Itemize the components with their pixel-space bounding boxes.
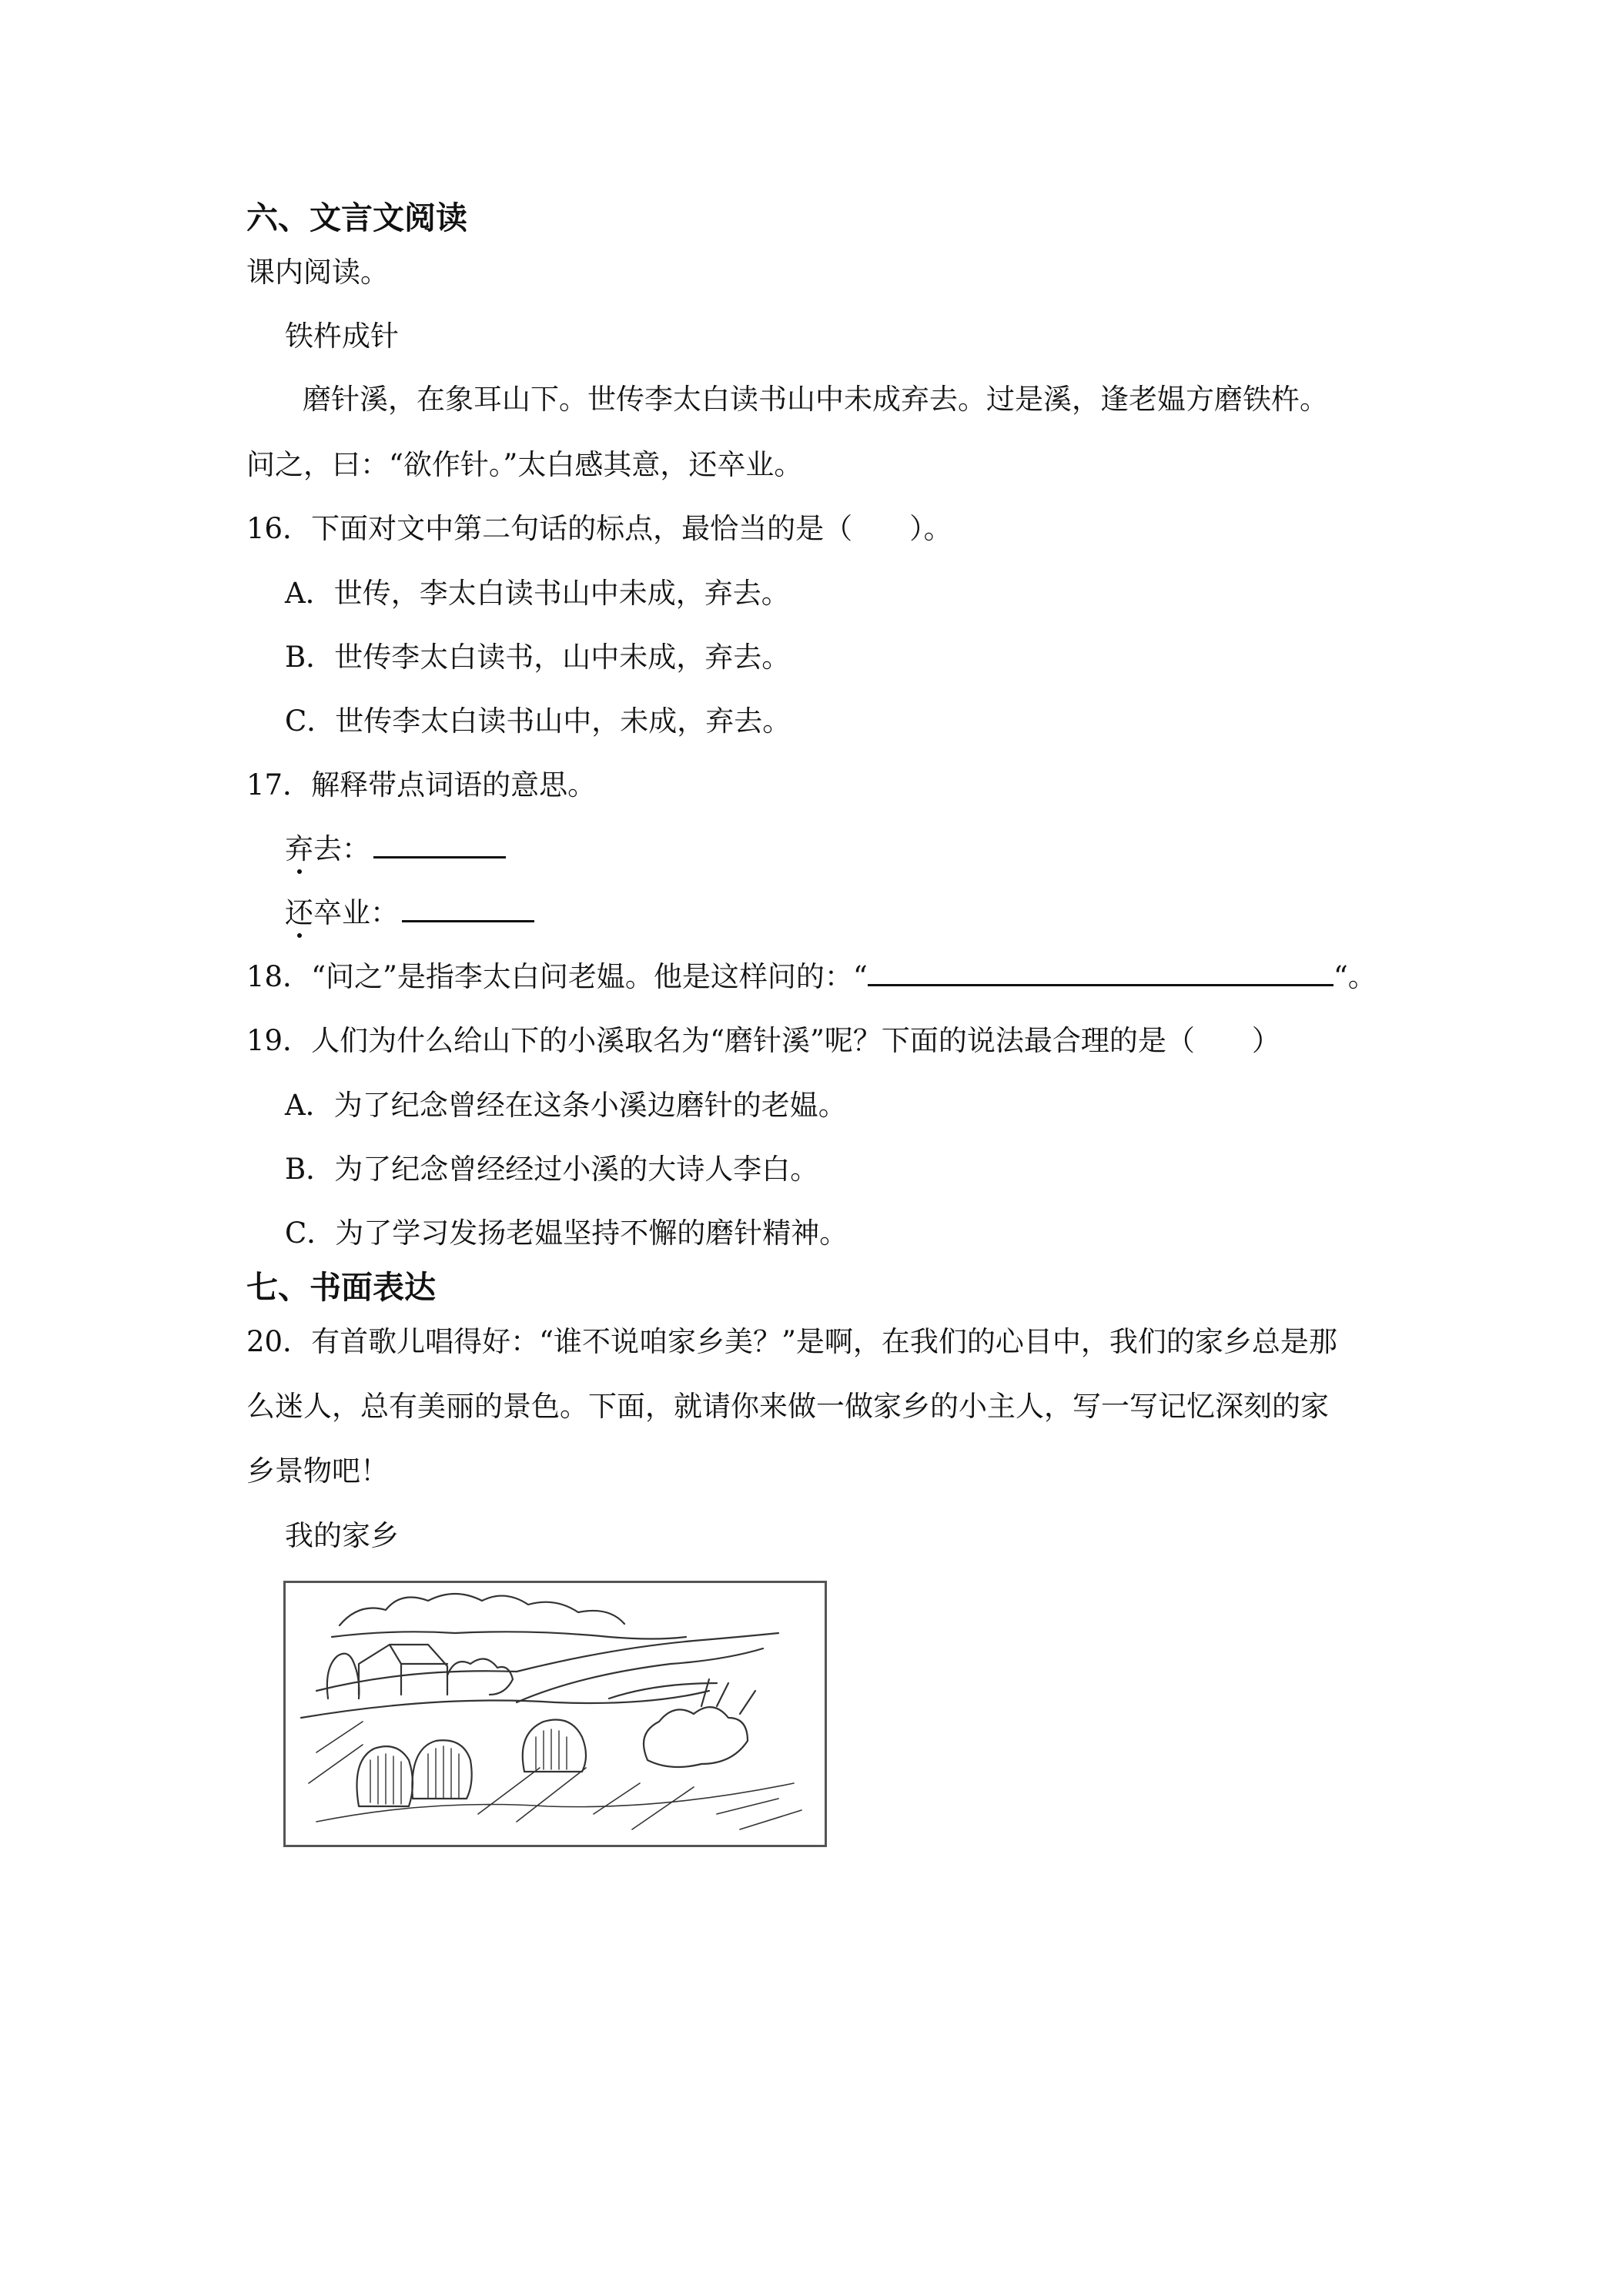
q17-item-2-label: 卒业：: [313, 896, 399, 929]
field-line: [517, 1648, 763, 1702]
field-line: [301, 1691, 709, 1718]
cloud-outline: [340, 1594, 624, 1625]
q17-item-1-label: 去：: [313, 832, 370, 865]
q17-stem: 17．解释带点词语的意思。: [246, 768, 597, 802]
passage-line-2: 问之，曰：“欲作针。”太白感其意，还卒业。: [246, 448, 803, 481]
section6-intro: 课内阅读。: [246, 256, 389, 289]
q16-stem: 16．下面对文中第二句话的标点，最恰当的是（ ）。: [246, 512, 952, 545]
bush: [644, 1707, 748, 1767]
bush-branch: [701, 1679, 755, 1714]
haystack: [523, 1720, 586, 1772]
q17-item-1: [285, 832, 506, 865]
answer-blank-1[interactable]: [373, 855, 506, 858]
cloud-outline: [332, 1632, 686, 1638]
q20-line-1: 20．有首歌儿唱得好：“谁不说咱家乡美？”是啊，在我们的心目中，我们的家乡总是那: [246, 1325, 1337, 1358]
barn: [359, 1645, 447, 1695]
q16-option-b[interactable]: B．世传李太白读书，山中未成，弃去。: [285, 641, 791, 674]
q16-option-a[interactable]: A．世传，李太白读书山中未成，弃去。: [285, 577, 790, 610]
section6-heading: 六、文言文阅读: [246, 199, 467, 236]
essay-title: 我的家乡: [285, 1519, 399, 1552]
q18-stem: [246, 962, 1377, 991]
haystack: [412, 1740, 471, 1799]
landscape-illustration: [283, 1581, 827, 1847]
q19-stem: 19．人们为什么给山下的小溪取名为“磨针溪”呢？下面的说法最合理的是（ ）: [246, 1024, 1280, 1057]
dotted-char: 还: [285, 896, 313, 929]
q19-option-c[interactable]: C．为了学习发扬老媪坚持不懈的磨针精神。: [285, 1217, 848, 1250]
q20-line-3: 乡景物吧！: [246, 1454, 389, 1488]
answer-blank-2[interactable]: [402, 919, 534, 922]
q18-stem-before: 18．“问之”是指李太白问老媪。他是这样问的：“: [246, 960, 868, 993]
dotted-char: 弃: [285, 832, 313, 865]
section7-heading: 七、书面表达: [246, 1269, 436, 1306]
q19-option-a[interactable]: A．为了纪念曾经在这条小溪边磨针的老媪。: [285, 1089, 847, 1122]
tree: [327, 1654, 360, 1699]
q20-line-2: 么迷人，总有美丽的景色。下面，就请你来做一做家乡的小主人，写一写记忆深刻的家: [246, 1390, 1329, 1423]
q17-item-2: [285, 896, 534, 929]
haystack: [357, 1746, 413, 1806]
passage-title: 铁杵成针: [285, 320, 399, 353]
q19-option-b[interactable]: B．为了纪念曾经经过小溪的大诗人李白。: [285, 1153, 819, 1186]
tree: [447, 1659, 513, 1695]
q18-stem-after: “。: [1333, 960, 1377, 993]
barn-roof: [390, 1645, 447, 1664]
passage-line-1: 磨针溪，在象耳山下。世传李太白读书山中未成弃去。过是溪，逢老媪方磨铁杵。: [303, 383, 1328, 416]
q16-option-c[interactable]: C．世传李太白读书山中，未成，弃去。: [285, 705, 791, 738]
answer-blank-3[interactable]: [868, 983, 1334, 986]
